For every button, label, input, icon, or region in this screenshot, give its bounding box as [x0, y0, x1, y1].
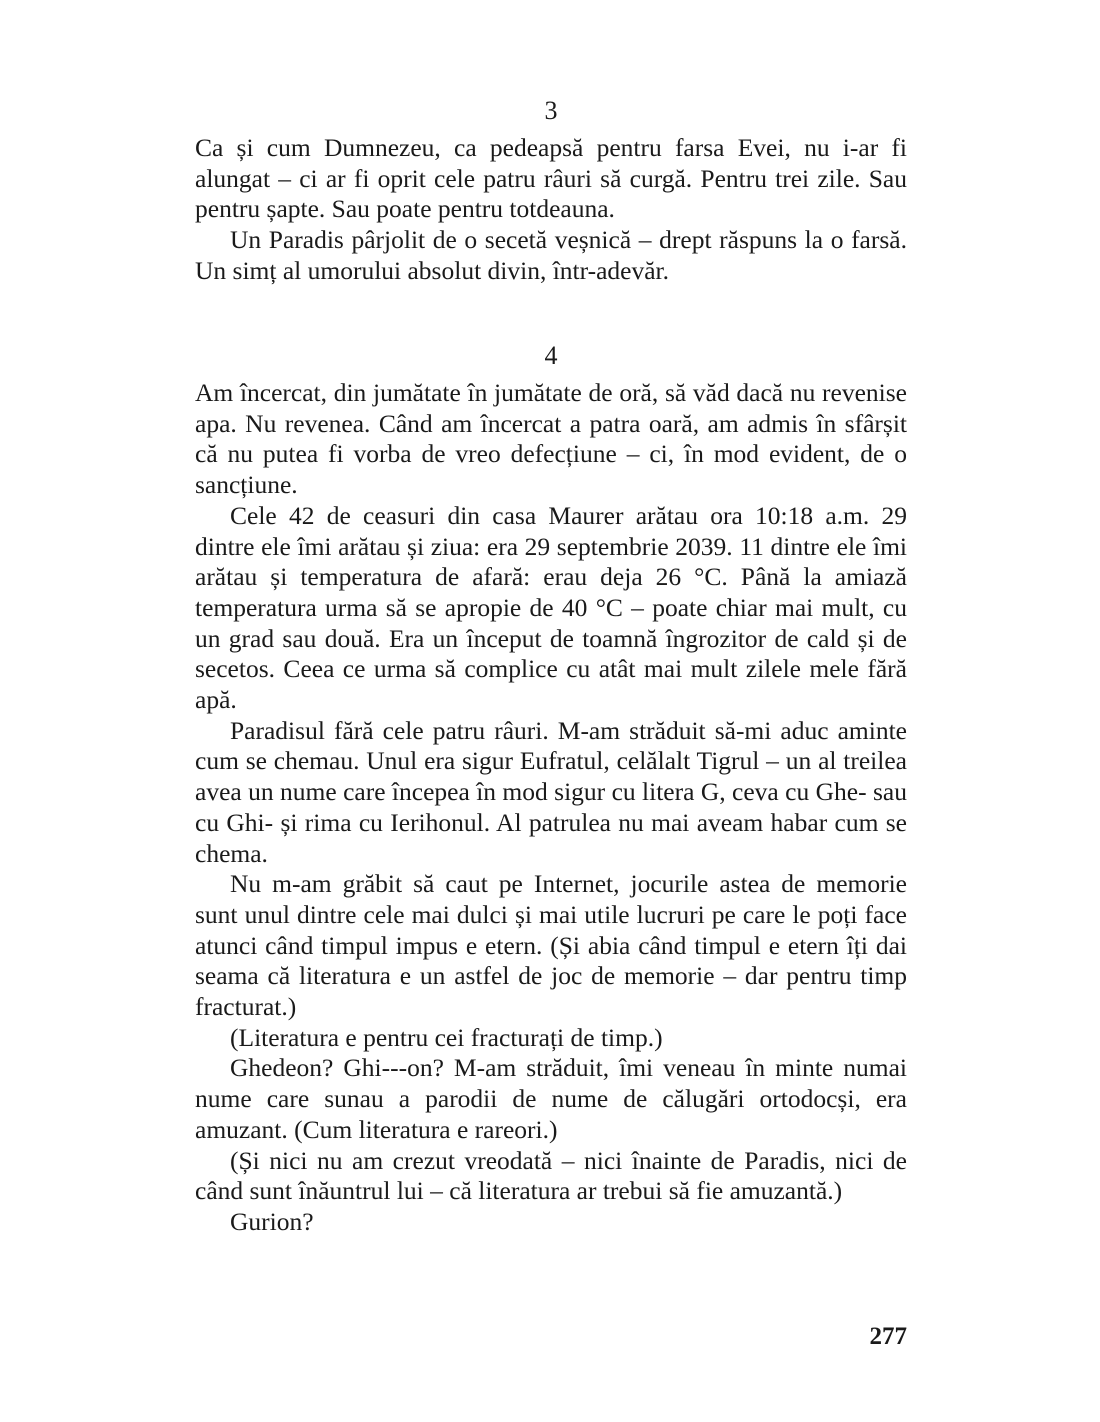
paragraph: Ghedeon? Ghi---on? M-am străduit, îmi veneau în minte numai nume care sunau a parodii de nume de călugări ortodocși, era amuzant. (Cum literatura e rareori.)	[195, 1053, 907, 1144]
paragraph: Paradisul fără cele patru râuri. M-am străduit să-mi aduc aminte cum se chemau. Unul era sigur Eufratul, celălalt Tigrul – un al treilea avea un nume care începea în mod sigur cu litera G, ceva cu Ghe- sau cu Ghi- și rima cu Ierihonul. Al patrulea nu mai aveam habar cum se chema.	[195, 715, 907, 868]
book-page	[195, 0, 907, 1422]
paragraph: Gurion?	[230, 1206, 314, 1236]
paragraph: (Și nici nu am crezut vreodată – nici înainte de Paradis, nici de când sunt înăuntrul lui – că literatura ar trebui să fie amuzantă.)	[195, 1145, 907, 1206]
paragraph: Nu m-am grăbit să caut pe Internet, jocurile astea de memorie sunt unul dintre cele mai dulci și mai utile lucruri pe care le poți face atunci când timpul impus e etern. (Și abia când timpul e etern îți dai seama că literatura e un astfel de joc de memorie – dar pentru timp fracturat.)	[195, 869, 907, 1022]
section-3	[195, 95, 907, 287]
page-number: 277	[869, 1323, 907, 1350]
section-number: 3	[544, 96, 558, 125]
paragraph: Ca și cum Dumnezeu, ca pedeapsă pentru farsa Evei, nu i-ar fi alungat – ci ar fi oprit cele patru râuri să curgă. Pentru trei zile. Sau pentru șapte. Sau poate pentru totdeauna.	[195, 133, 907, 224]
section-4	[195, 340, 907, 1238]
paragraph: Cele 42 de ceasuri din casa Maurer arătau ora 10:18 a.m. 29 dintre ele îmi arătau și ziua: era 29 septembrie 2039. 11 dintre ele îmi arătau și temperatura de afară: erau deja 26 °C. Până la amiază temperatura urma să se apropie de 40 °C – poate chiar mai mult, cu un grad sau două. Era un început de toamnă îngrozitor de cald și de secetos. Ceea ce urma să complice cu atât mai mult zilele mele fără apă.	[195, 500, 907, 715]
paragraph: (Literatura e pentru cei fracturați de timp.)	[230, 1022, 663, 1052]
paragraph: Am încercat, din jumătate în jumătate de oră, să văd dacă nu revenise apa. Nu revenea. Când am încercat a patra oară, am admis în sfârșit că nu putea fi vorba de vreo defecțiune – ci, în mod evident, de o sancțiune.	[195, 378, 907, 500]
section-number: 4	[544, 341, 558, 370]
paragraph: Un Paradis pârjolit de o secetă veșnică – drept răspuns la o farsă. Un simț al umorului absolut divin, într-adevăr.	[195, 225, 907, 285]
